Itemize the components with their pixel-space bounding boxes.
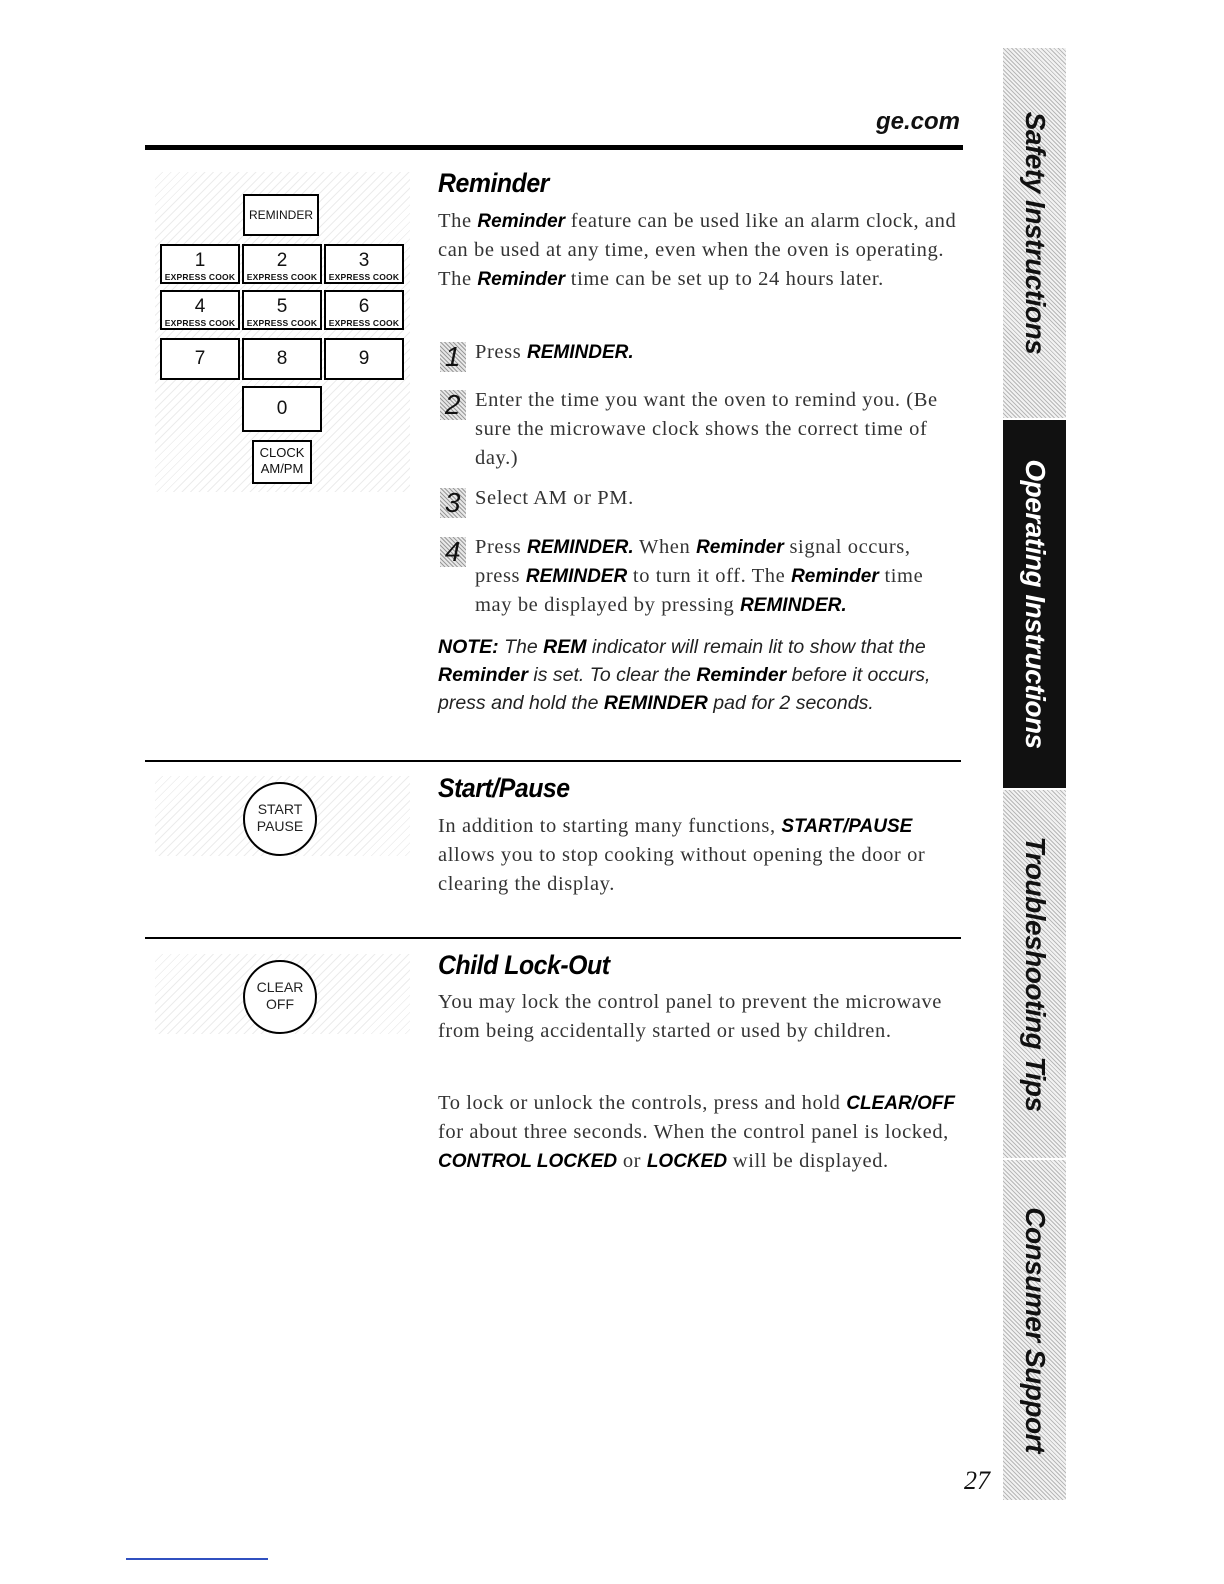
start-pause-key[interactable]: START PAUSE	[243, 782, 317, 856]
header-rule	[145, 145, 963, 150]
reminder-key[interactable]	[243, 194, 319, 236]
reminder-key-label: REMINDER	[248, 208, 313, 222]
reminder-step-3: 3 Select AM or PM.	[440, 484, 960, 513]
clock-ampm-key[interactable]: CLOCK AM/PM	[252, 440, 312, 484]
site-url: ge.com	[875, 108, 960, 135]
step-number-icon: 1	[440, 342, 466, 372]
tab-operating-instructions[interactable]: Operating Instructions	[1003, 420, 1066, 788]
section-divider	[145, 937, 961, 939]
keypad-illustration	[155, 172, 410, 492]
reminder-step-1: 1 Press REMINDER.	[440, 338, 960, 367]
key-6[interactable]: 6 EXPRESS COOK	[324, 290, 404, 330]
key-4[interactable]: 4 EXPRESS COOK	[160, 290, 240, 330]
footer-line	[126, 1558, 268, 1560]
step-number-icon: 2	[440, 390, 466, 420]
key-0[interactable]: 0	[242, 386, 322, 432]
reminder-step-4: 4 Press REMINDER. When Reminder signal occurs, press REMINDER to turn it off. The Reminder time may be displayed by pressing REMINDER.	[440, 533, 960, 620]
tab-consumer-support[interactable]: Consumer Support	[1003, 1160, 1066, 1500]
key-8[interactable]: 8	[242, 338, 322, 380]
reminder-note: NOTE: The REM indicator will remain lit to show that the Reminder is set. To clear the Reminder before it occurs, press and hold the REMINDER pad for 2 seconds.	[438, 636, 931, 714]
key-9[interactable]: 9	[324, 338, 404, 380]
step-number-icon: 4	[440, 537, 466, 567]
page-number: 27	[964, 1466, 990, 1495]
start-pause-body: In addition to starting many functions, START/PAUSE allows you to stop cooking without opening the door or clearing the display.	[438, 815, 926, 895]
tab-troubleshooting-tips[interactable]: Troubleshooting Tips	[1003, 790, 1066, 1158]
section-divider	[145, 760, 961, 762]
child-lock-p1: You may lock the control panel to prevent the microwave from being accidentally started or used by children.	[438, 991, 942, 1042]
reminder-step-2: 2 Enter the time you want the oven to remind you. (Be sure the microwave clock shows the correct time of day.)	[440, 386, 960, 473]
key-3[interactable]: 3 EXPRESS COOK	[324, 244, 404, 284]
tab-safety-instructions[interactable]: Safety Instructions	[1003, 48, 1066, 418]
key-1[interactable]: 1 EXPRESS COOK	[160, 244, 240, 284]
child-lock-title: Child Lock-Out	[438, 950, 610, 980]
reminder-title: Reminder	[438, 168, 549, 198]
clear-off-key[interactable]: CLEAR OFF	[243, 960, 317, 1034]
key-2[interactable]: 2 EXPRESS COOK	[242, 244, 322, 284]
key-5[interactable]: 5 EXPRESS COOK	[242, 290, 322, 330]
reminder-intro: The Reminder feature can be used like an alarm clock, and can be used at any time, even when the oven is operating. The Reminder time can be set up to 24 hours later.	[438, 210, 957, 290]
clear-pad-illustration	[155, 954, 410, 1034]
key-7[interactable]: 7	[160, 338, 240, 380]
child-lock-p2: To lock or unlock the controls, press and hold CLEAR/OFF for about three seconds. When the control panel is locked, CONTROL LOCKED or LOCKED will be displayed.	[438, 1092, 955, 1172]
start-pad-illustration	[155, 776, 410, 856]
start-pause-title: Start/Pause	[438, 773, 570, 803]
step-number-icon: 3	[440, 488, 466, 518]
